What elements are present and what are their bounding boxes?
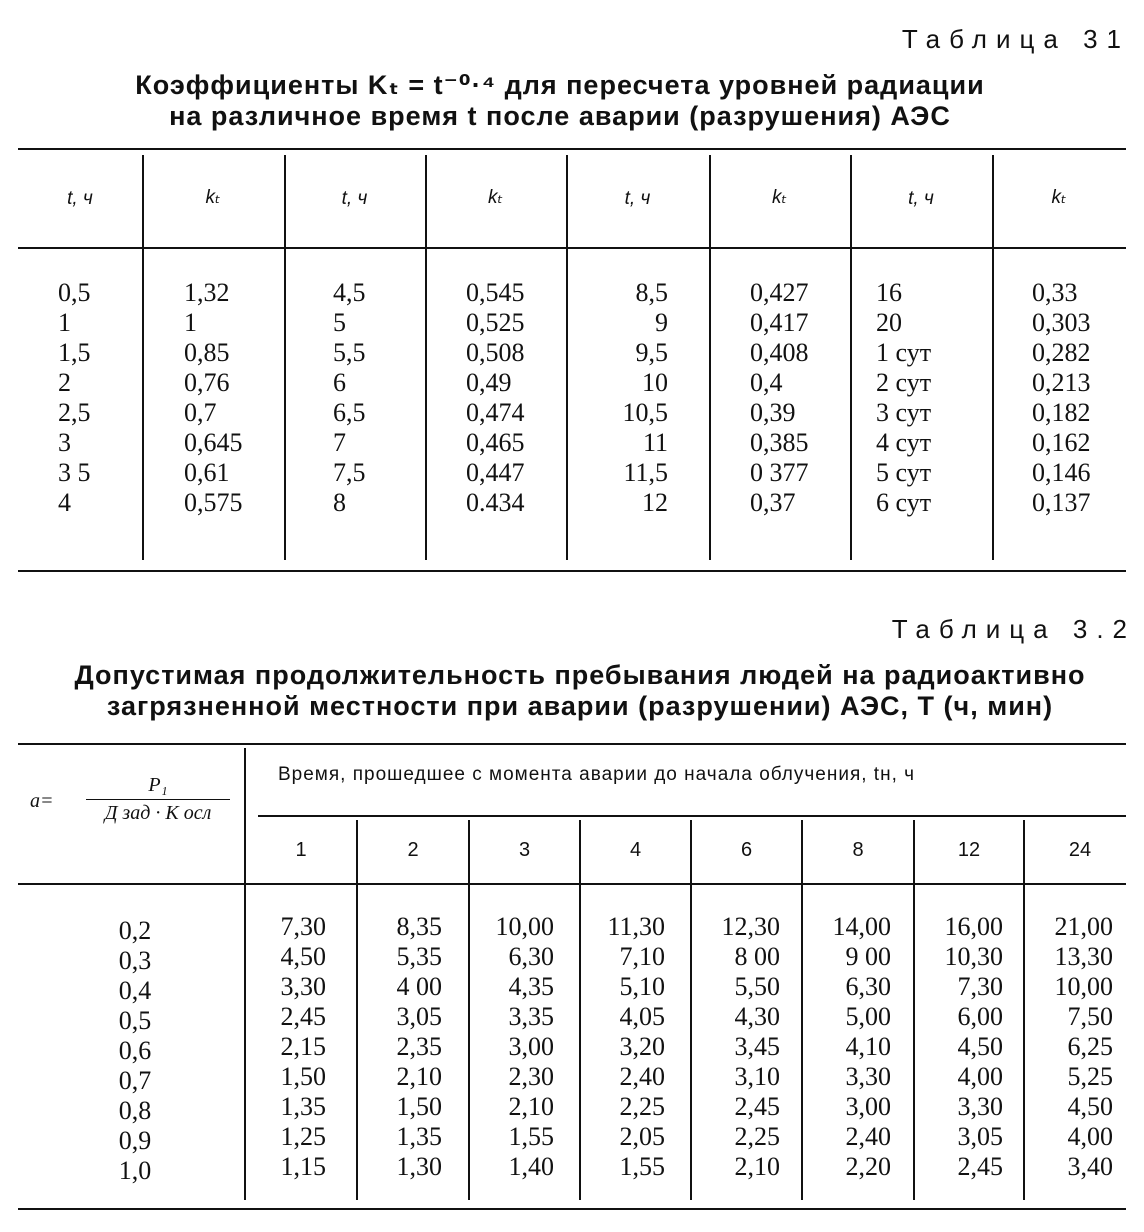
table-cell: 4,5 xyxy=(333,278,366,307)
table-cell: 7,10 xyxy=(619,942,665,971)
table-cell: 16,00 xyxy=(944,912,1003,941)
table-cell: 1,55 xyxy=(619,1152,665,1181)
table1-column xyxy=(184,278,280,518)
table-cell: 2,25 xyxy=(619,1092,665,1121)
table-cell: 0,474 xyxy=(466,398,525,427)
table-cell: 0,525 xyxy=(466,308,525,337)
table1-caption xyxy=(60,70,1060,132)
table2-span-header: Время, прошедшее с момента аварии до начала облучения, tн, ч xyxy=(278,764,916,785)
table-cell: 0,465 xyxy=(466,428,525,457)
table-cell: 4,30 xyxy=(734,1002,780,1031)
table-cell: 2,40 xyxy=(619,1062,665,1091)
table-cell: 0,282 xyxy=(1032,338,1091,367)
table-cell: 3,05 xyxy=(396,1002,442,1031)
table-cell: 2 сут xyxy=(876,368,932,397)
table-cell: 0,508 xyxy=(466,338,525,367)
table-cell: 7 xyxy=(333,428,346,457)
table-cell: 7,50 xyxy=(1067,1002,1113,1031)
table-cell: 20 xyxy=(876,308,902,337)
table-cell: 0,33 xyxy=(1032,278,1078,307)
table2-row-header-prefix: a= xyxy=(30,790,54,812)
table-cell: 0 377 xyxy=(750,458,809,487)
table-cell: 3 5 xyxy=(58,458,91,487)
table-cell: 0,8 xyxy=(118,1096,152,1125)
table-cell: 1,40 xyxy=(508,1152,554,1181)
table2-column xyxy=(583,912,665,1182)
table-cell: 12,30 xyxy=(721,912,780,941)
table-cell: 11,5 xyxy=(623,458,668,487)
table2-column xyxy=(805,912,891,1182)
table2-hour-header: 8 xyxy=(852,839,864,861)
table-cell: 3,10 xyxy=(734,1062,780,1091)
table-cell: 1 xyxy=(58,308,71,337)
table-cell: 6,25 xyxy=(1067,1032,1113,1061)
table-cell: 3,20 xyxy=(619,1032,665,1061)
table-cell: 11,30 xyxy=(607,912,665,941)
table-cell: 0,4 xyxy=(118,976,152,1005)
table2-column xyxy=(250,912,326,1182)
table-cell: 1,5 xyxy=(58,338,91,367)
table1-column xyxy=(750,278,846,518)
table2-column xyxy=(1027,912,1113,1182)
table-cell: 2,45 xyxy=(957,1152,1003,1181)
table-cell: 5,00 xyxy=(845,1002,891,1031)
table2-column xyxy=(360,912,442,1182)
table-cell: 3,30 xyxy=(280,972,326,1001)
table2-hour-header: 3 xyxy=(518,839,531,861)
table1-caption-line2: на различное время t после аварии (разрушения) АЭС xyxy=(169,101,951,131)
table-cell: 1,0 xyxy=(118,1156,152,1185)
table-cell: 0,213 xyxy=(1032,368,1091,397)
table1-column xyxy=(58,278,138,518)
table-cell: 0,645 xyxy=(184,428,243,457)
table2-hour-header: 1 xyxy=(295,839,307,861)
table1-column xyxy=(333,278,421,518)
table1-header-k3: kₜ xyxy=(771,187,788,208)
table-cell: 4,50 xyxy=(1067,1092,1113,1121)
table-cell: 14,00 xyxy=(832,912,891,941)
table-cell: 0,2 xyxy=(118,916,152,945)
table-cell: 5,35 xyxy=(396,942,442,971)
table-cell: 9,5 xyxy=(635,338,668,367)
table-cell: 7,30 xyxy=(957,972,1003,1001)
table-cell: 0,7 xyxy=(118,1066,152,1095)
table-cell: 4 xyxy=(58,488,71,517)
table-cell: 13,30 xyxy=(1054,942,1113,971)
table-cell: 0,76 xyxy=(184,368,230,397)
table-cell: 1,50 xyxy=(280,1062,326,1091)
table-cell: 4,00 xyxy=(957,1062,1003,1091)
table-cell: 5 xyxy=(333,308,346,337)
table-cell: 0,545 xyxy=(466,278,525,307)
table-cell: 8,35 xyxy=(396,912,442,941)
table-cell: 3,05 xyxy=(957,1122,1003,1151)
table-cell: 0,417 xyxy=(750,308,809,337)
table-cell: 0,303 xyxy=(1032,308,1091,337)
table-cell: 9 00 xyxy=(845,942,891,971)
table-cell: 2,10 xyxy=(396,1062,442,1091)
table-cell: 0,427 xyxy=(750,278,809,307)
table-cell: 7,30 xyxy=(280,912,326,941)
table-cell: 3,35 xyxy=(508,1002,554,1031)
table-cell: 1,15 xyxy=(280,1152,326,1181)
table-cell: 8 00 xyxy=(734,942,780,971)
table-cell: 2,20 xyxy=(845,1152,891,1181)
table-cell: 0,6 xyxy=(118,1036,152,1065)
table-cell: 1,35 xyxy=(396,1122,442,1151)
table2-label: Таблица 3.2 xyxy=(891,614,1136,644)
table-cell: 6,5 xyxy=(333,398,366,427)
table1-header-k1: kₜ xyxy=(205,187,221,208)
table-cell: 0,162 xyxy=(1032,428,1091,457)
table1-header-k2: kₜ xyxy=(487,187,504,208)
table-cell: 0,5 xyxy=(58,278,91,307)
table-cell: 16 xyxy=(876,278,902,307)
table-cell: 8 xyxy=(333,488,346,517)
table-cell: 2,10 xyxy=(734,1152,780,1181)
table-cell: 0,408 xyxy=(750,338,809,367)
table-cell: 3,00 xyxy=(508,1032,554,1061)
table-cell: 0,447 xyxy=(466,458,525,487)
table-cell: 0.434 xyxy=(466,488,525,517)
table-cell: 0,5 xyxy=(118,1006,152,1035)
table-cell: 0,7 xyxy=(184,398,217,427)
table-cell: 0,61 xyxy=(184,458,230,487)
table-cell: 2,05 xyxy=(619,1122,665,1151)
table-cell: 4 сут xyxy=(876,428,932,457)
table-cell: 6 сут xyxy=(876,488,932,517)
table1-header-t2: t, ч xyxy=(341,188,368,209)
table-cell: 6 xyxy=(333,368,346,397)
table-cell: 0,385 xyxy=(750,428,809,457)
table2-caption xyxy=(20,660,1140,722)
table-cell: 5,50 xyxy=(734,972,780,1001)
table-cell: 2 xyxy=(58,368,71,397)
table-cell: 4,50 xyxy=(280,942,326,971)
table-cell: 1,25 xyxy=(280,1122,326,1151)
table-cell: 12 xyxy=(642,488,668,517)
table-cell: 10,5 xyxy=(622,398,668,427)
table2-hour-header: 4 xyxy=(629,839,642,861)
table-cell: 2,5 xyxy=(58,398,91,427)
table-cell: 3,30 xyxy=(845,1062,891,1091)
table-cell: 1 xyxy=(184,308,197,337)
table1-header-k4: kₜ xyxy=(1051,187,1067,208)
table-cell: 9 xyxy=(655,308,668,337)
table-cell: 0,575 xyxy=(184,488,243,517)
table-cell: 5,25 xyxy=(1067,1062,1113,1091)
table-cell: 8,5 xyxy=(635,278,668,307)
table1-caption-line1: Коэффициенты Kₜ = t⁻⁰·⁴ для пересчета уровней радиации xyxy=(135,70,985,100)
table1-column xyxy=(876,278,988,518)
table-cell: 0,9 xyxy=(118,1126,152,1155)
table2-row-header-denominator: Д зад · K осл xyxy=(104,802,212,824)
table-cell: 2,35 xyxy=(396,1032,442,1061)
table-cell: 0,3 xyxy=(118,946,152,975)
table-cell: 4,35 xyxy=(508,972,554,1001)
table2-hour-header: 2 xyxy=(407,839,419,861)
table-cell: 2,15 xyxy=(280,1032,326,1061)
table-cell: 5,5 xyxy=(333,338,366,367)
table-cell: 4,00 xyxy=(1067,1122,1113,1151)
table1-header-t4: t, ч xyxy=(908,188,934,209)
table-cell: 10,00 xyxy=(495,912,554,941)
table2-row-header-numerator: P₁ xyxy=(148,774,168,796)
table-cell: 3 xyxy=(58,428,71,457)
table1-column xyxy=(466,278,562,518)
table-cell: 3 сут xyxy=(876,398,932,427)
table2-hour-header: 24 xyxy=(1068,839,1092,861)
table-cell: 0,85 xyxy=(184,338,230,367)
table2-caption-line1: Допустимая продолжительность пребывания людей на радиоактивно xyxy=(74,660,1086,690)
table-cell: 1,55 xyxy=(508,1122,554,1151)
table-cell: 1,35 xyxy=(280,1092,326,1121)
table2-column xyxy=(472,912,554,1182)
table-cell: 3,30 xyxy=(957,1092,1003,1121)
table-cell: 0,49 xyxy=(466,368,512,397)
table-cell: 21,00 xyxy=(1054,912,1113,941)
table1-column xyxy=(1032,278,1124,518)
table-cell: 10 xyxy=(642,368,668,397)
table-cell: 6,00 xyxy=(957,1002,1003,1031)
table2-hour-header: 6 xyxy=(740,839,753,861)
table-cell: 2,30 xyxy=(508,1062,554,1091)
table-cell: 4,50 xyxy=(957,1032,1003,1061)
table-cell: 0,182 xyxy=(1032,398,1091,427)
table2-column xyxy=(694,912,780,1182)
table-cell: 4,10 xyxy=(845,1032,891,1061)
table-cell: 2,45 xyxy=(280,1002,326,1031)
table-cell: 2,45 xyxy=(734,1092,780,1121)
table-cell: 3,00 xyxy=(845,1092,891,1121)
table-cell: 10,00 xyxy=(1054,972,1113,1001)
table2-caption-line2: загрязненной местности при аварии (разрушении) АЭС, Т (ч, мин) xyxy=(106,691,1054,721)
table-cell: 3,40 xyxy=(1067,1152,1113,1181)
table2-column xyxy=(917,912,1003,1182)
table-cell: 10,30 xyxy=(944,942,1003,971)
table-cell: 1,30 xyxy=(396,1152,442,1181)
table-cell: 6,30 xyxy=(845,972,891,1001)
table2-row-header-formula xyxy=(86,774,230,825)
table-cell: 1 сут xyxy=(876,338,932,367)
table1-column xyxy=(570,278,668,518)
table-cell: 4,05 xyxy=(619,1002,665,1031)
table-cell: 1,50 xyxy=(396,1092,442,1121)
table-cell: 0,37 xyxy=(750,488,796,517)
table-cell: 5,10 xyxy=(619,972,665,1001)
table-cell: 1,32 xyxy=(184,278,230,307)
table1-label: Таблица 31 xyxy=(901,24,1130,54)
table-cell: 5 сут xyxy=(876,458,932,487)
table-cell: 2,40 xyxy=(845,1122,891,1151)
table-cell: 2,25 xyxy=(734,1122,780,1151)
table-cell: 6,30 xyxy=(508,942,554,971)
table-cell: 2,10 xyxy=(508,1092,554,1121)
table-cell: 0,4 xyxy=(750,368,783,397)
table-cell: 0,137 xyxy=(1032,488,1091,517)
table-cell: 11 xyxy=(642,428,668,457)
table1-header-t3: t, ч xyxy=(624,188,651,209)
table-cell: 0,146 xyxy=(1032,458,1091,487)
table2-hour-header: 12 xyxy=(957,839,981,861)
table-cell: 3,45 xyxy=(734,1032,780,1061)
table-cell: 7,5 xyxy=(333,458,366,487)
table-cell: 4 00 xyxy=(396,972,442,1001)
table2-a-column xyxy=(60,916,210,1186)
table1-header-t1: t, ч xyxy=(67,188,93,209)
table-cell: 0,39 xyxy=(750,398,796,427)
